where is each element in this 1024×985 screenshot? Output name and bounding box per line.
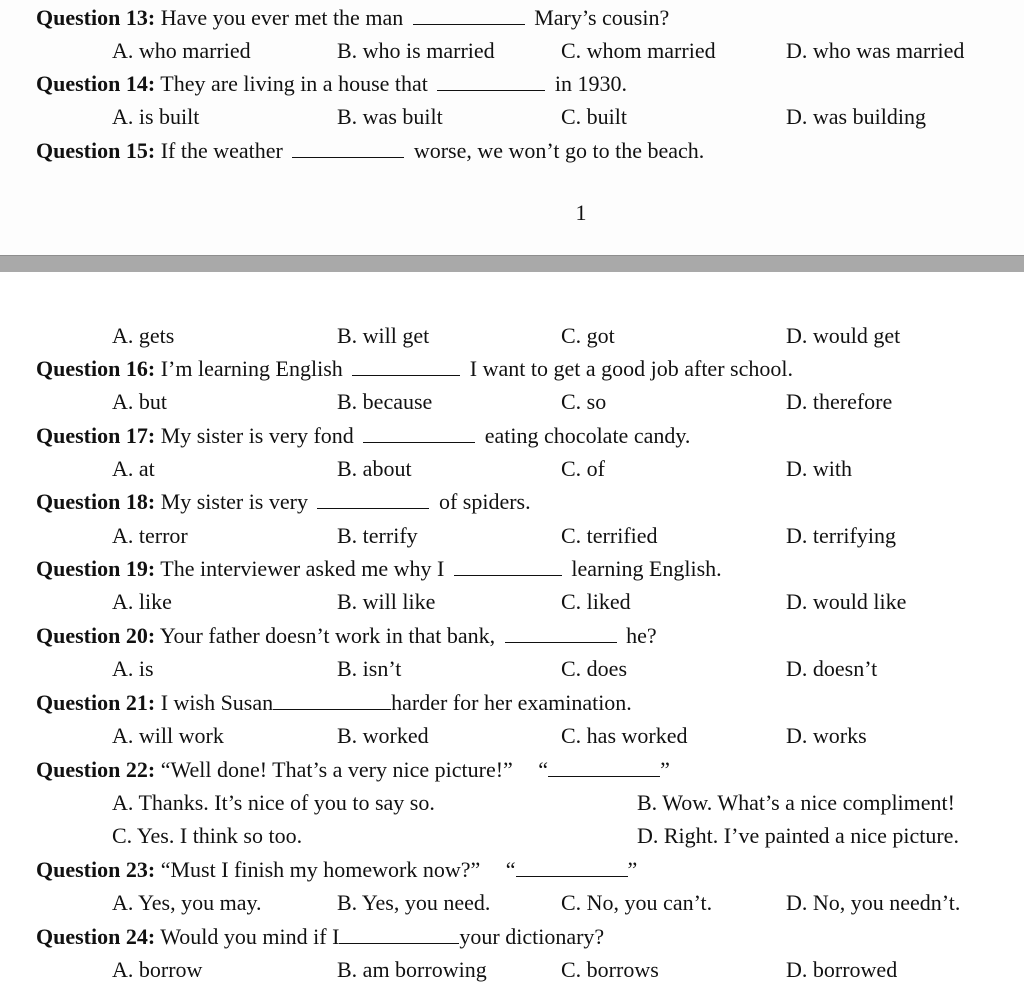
option-c[interactable]: C. got: [561, 323, 615, 348]
option-a[interactable]: A. like: [112, 589, 172, 614]
option-b[interactable]: B. Wow. What’s a nice compliment!: [637, 790, 955, 815]
option-a[interactable]: A. is built: [112, 104, 200, 129]
question-text: Would you mind if I: [160, 924, 340, 949]
option-d[interactable]: D. doesn’t: [786, 656, 878, 681]
option-c[interactable]: C. Yes. I think so too.: [112, 823, 303, 848]
question-label: Question 15:: [36, 138, 156, 163]
option-c[interactable]: C. No, you can’t.: [561, 890, 713, 915]
question-text-end: your dictionary?: [459, 924, 605, 949]
option-c[interactable]: C. does: [561, 656, 627, 681]
close-quote: ”: [627, 857, 638, 882]
question-13: [36, 5, 669, 31]
question-text: They are living in a house that: [160, 71, 428, 96]
option-d[interactable]: D. borrowed: [786, 957, 898, 982]
answer-blank: [505, 624, 617, 643]
question-16: [36, 356, 793, 382]
option-d[interactable]: D. would like: [786, 589, 907, 614]
question-text: “Well done! That’s a very nice picture!”: [160, 757, 513, 782]
option-b[interactable]: B. will like: [337, 589, 436, 614]
answer-blank: [413, 6, 525, 25]
question-label: Question 19:: [36, 556, 156, 581]
option-c[interactable]: C. terrified: [561, 523, 658, 548]
question-label: Question 22:: [36, 757, 156, 782]
question-text-end: in 1930.: [554, 71, 628, 96]
answer-blank: [273, 691, 391, 710]
answer-blank: [516, 858, 628, 877]
question-label: Question 18:: [36, 489, 156, 514]
option-d[interactable]: D. Right. I’ve painted a nice picture.: [637, 823, 959, 848]
question-text: Your father doesn’t work in that bank,: [159, 623, 496, 648]
page-1: [0, 0, 1024, 255]
option-b[interactable]: B. terrify: [337, 523, 418, 548]
question-text-end: harder for her examination.: [391, 690, 632, 715]
option-b[interactable]: B. because: [337, 389, 433, 414]
option-c[interactable]: C. has worked: [561, 723, 688, 748]
option-b[interactable]: B. isn’t: [337, 656, 402, 681]
close-quote: ”: [660, 757, 670, 782]
option-a[interactable]: A. will work: [112, 723, 224, 748]
option-d[interactable]: D. No, you needn’t.: [786, 890, 961, 915]
question-label: Question 20:: [36, 623, 156, 648]
option-a[interactable]: A. terror: [112, 523, 188, 548]
option-d[interactable]: D. works: [786, 723, 867, 748]
question-text-end: Mary’s cousin?: [534, 5, 670, 30]
question-17: [36, 423, 690, 449]
option-d[interactable]: D. would get: [786, 323, 901, 348]
page-separator: [0, 255, 1024, 273]
question-text: I wish Susan: [160, 690, 274, 715]
option-d[interactable]: D. with: [786, 456, 852, 481]
question-label: Question 23:: [36, 857, 156, 882]
option-b[interactable]: B. who is married: [337, 38, 495, 63]
option-a[interactable]: A. is: [112, 656, 154, 681]
question-15: [36, 138, 704, 164]
answer-blank: [363, 424, 475, 443]
open-quote: “: [538, 757, 549, 782]
question-label: Question 24:: [36, 924, 156, 949]
question-label: Question 14:: [36, 71, 156, 96]
answer-blank: [548, 758, 660, 777]
question-text-end: I want to get a good job after school.: [469, 356, 793, 381]
option-b[interactable]: B. worked: [337, 723, 429, 748]
question-text: I’m learning English: [160, 356, 343, 381]
option-a[interactable]: A. Thanks. It’s nice of you to say so.: [112, 790, 435, 815]
question-24: [36, 924, 604, 950]
option-d[interactable]: D. was building: [786, 104, 926, 129]
question-18: [36, 489, 531, 515]
option-d[interactable]: D. therefore: [786, 389, 893, 414]
question-21: [36, 690, 632, 716]
question-text-end: eating chocolate candy.: [484, 423, 691, 448]
answer-blank: [317, 490, 429, 509]
option-a[interactable]: A. but: [112, 389, 167, 414]
option-b[interactable]: B. Yes, you need.: [337, 890, 491, 915]
answer-blank: [454, 557, 562, 576]
option-d[interactable]: D. who was married: [786, 38, 965, 63]
option-a[interactable]: A. gets: [112, 323, 175, 348]
page-2: [0, 272, 1024, 985]
option-c[interactable]: C. of: [561, 456, 605, 481]
question-text-end: learning English.: [571, 556, 722, 581]
option-c[interactable]: C. so: [561, 389, 607, 414]
question-text: Have you ever met the man: [160, 5, 404, 30]
question-22: [36, 757, 670, 783]
option-b[interactable]: B. was built: [337, 104, 443, 129]
question-20: [36, 623, 657, 649]
option-a[interactable]: A. who married: [112, 38, 251, 63]
question-text: The interviewer asked me why I: [160, 556, 445, 581]
question-text: My sister is very: [160, 489, 308, 514]
option-b[interactable]: B. about: [337, 456, 412, 481]
option-b[interactable]: B. am borrowing: [337, 957, 487, 982]
option-c[interactable]: C. built: [561, 104, 628, 129]
open-quote: “: [505, 857, 516, 882]
question-text-end: of spiders.: [438, 489, 531, 514]
option-a[interactable]: A. at: [112, 456, 155, 481]
option-d[interactable]: D. terrifying: [786, 523, 896, 548]
answer-blank: [352, 357, 460, 376]
page-number: 1: [575, 200, 587, 225]
question-text-end: worse, we won’t go to the beach.: [413, 138, 705, 163]
question-label: Question 17:: [36, 423, 156, 448]
answer-blank: [437, 72, 545, 91]
option-a[interactable]: A. borrow: [112, 957, 203, 982]
question-label: Question 21:: [36, 690, 156, 715]
option-c[interactable]: C. whom married: [561, 38, 716, 63]
question-text: My sister is very fond: [160, 423, 354, 448]
question-19: [36, 556, 722, 582]
option-a[interactable]: A. Yes, you may.: [112, 890, 262, 915]
question-label: Question 16:: [36, 356, 156, 381]
option-c[interactable]: C. liked: [561, 589, 631, 614]
question-text: “Must I finish my homework now?”: [160, 857, 481, 882]
option-b[interactable]: B. will get: [337, 323, 430, 348]
question-14: [36, 71, 627, 97]
question-label: Question 13:: [36, 5, 156, 30]
question-text-end: he?: [626, 623, 657, 648]
answer-blank: [292, 139, 404, 158]
option-c[interactable]: C. borrows: [561, 957, 659, 982]
question-text: If the weather: [160, 138, 283, 163]
answer-blank: [339, 925, 459, 944]
question-23: [36, 857, 637, 883]
